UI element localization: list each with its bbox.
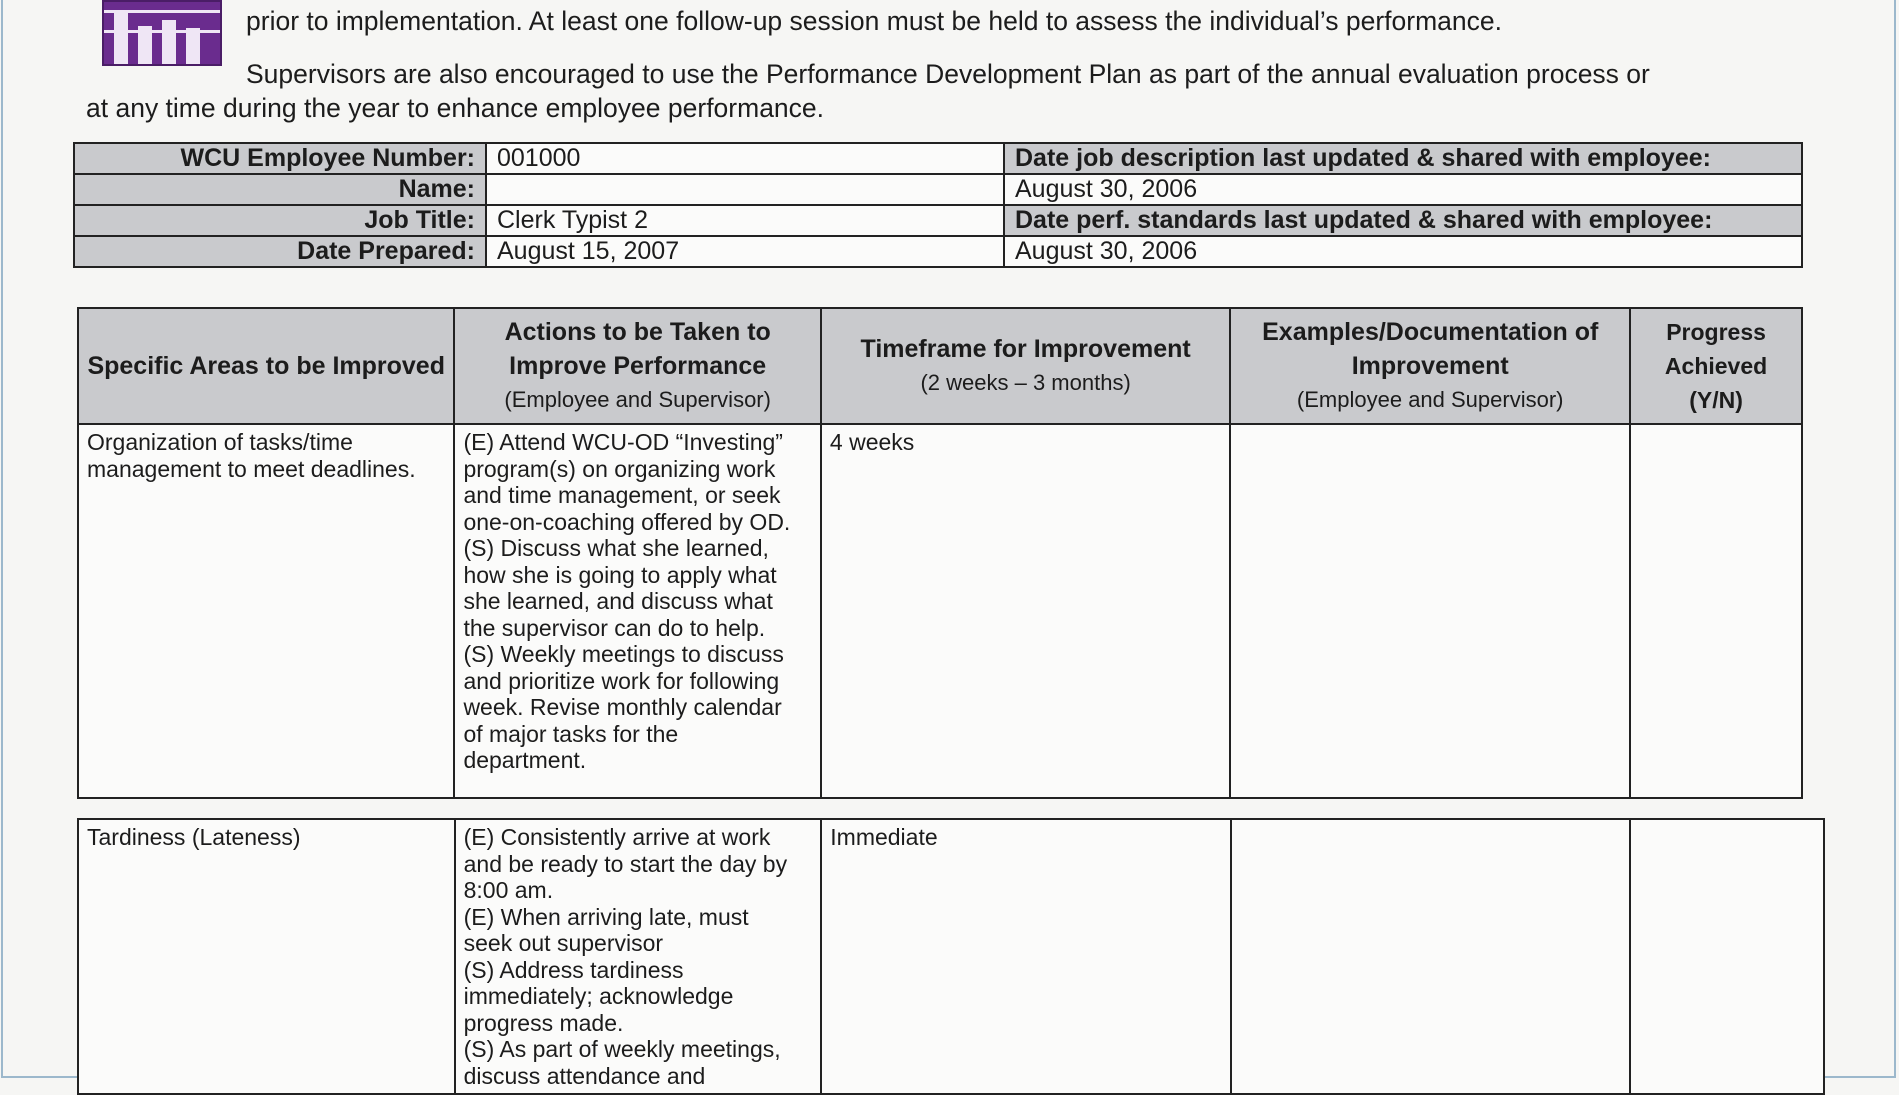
header-examples-sub: (Employee and Supervisor) [1296,387,1564,412]
header-progress-label: Progress Achieved (Y/N) [1664,319,1768,413]
name-value [486,174,1004,205]
university-logo [102,0,222,66]
plan-row-progress [1630,424,1802,798]
date-prepared-label: Date Prepared: [74,236,486,267]
job-description-date-label: Date job description last updated & shared with employee: [1004,143,1802,174]
employee-info-table [73,142,1803,268]
performance-standards-date-value: August 30, 2006 [1004,236,1802,267]
improvement-plan-table [77,307,1803,799]
intro-line-1: prior to implementation. At least one follow-up session must be held to assess the individual’s performance. [246,6,1502,36]
performance-standards-date-label: Date perf. standards last updated & shared with employee: [1004,205,1802,236]
header-progress [1630,308,1802,424]
header-actions [454,308,820,424]
header-examples-label: Examples/Documentation of Improvement [1262,318,1599,380]
improvement-plan-table-continued [77,818,1825,1095]
plan-row [78,819,1824,1094]
header-timeframe [821,308,1230,424]
plan-row-progress [1630,819,1824,1094]
plan-row-timeframe: 4 weeks [821,424,1230,798]
info-row [74,143,1802,174]
header-areas [78,308,454,424]
header-actions-label: Actions to be Taken to Improve Performance [504,318,771,380]
header-areas-label: Specific Areas to be Improved [87,352,445,380]
date-prepared-value: August 15, 2007 [486,236,1004,267]
info-row [74,205,1802,236]
plan-row-area: Organization of tasks/time management to meet deadlines. [78,424,454,798]
plan-header-row [78,308,1802,424]
plan-row-examples [1231,819,1630,1094]
plan-row-area: Tardiness (Lateness) [78,819,455,1094]
job-title-value: Clerk Typist 2 [486,205,1004,236]
plan-row-timeframe: Immediate [821,819,1231,1094]
name-label: Name: [74,174,486,205]
job-description-date-value: August 30, 2006 [1004,174,1802,205]
plan-row-actions: (E) Consistently arrive at work and be ready to start the day by 8:00 am. (E) When arriving late, must seek out supervisor (S) Address tardiness immediately; acknowledge progress made. (S) As part of weekly meetings, discuss attendance and [455,819,822,1094]
header-timeframe-sub: (2 weeks – 3 months) [920,370,1131,395]
header-actions-sub: (Employee and Supervisor) [504,387,771,412]
plan-row-examples [1230,424,1630,798]
info-row [74,174,1802,205]
intro-line-3: at any time during the year to enhance employee performance. [86,93,825,123]
plan-row-actions: (E) Attend WCU-OD “Investing” program(s) on organizing work and time management, or seek one-on-coaching offered by OD. (S) Discuss what she learned, how she is going to apply what she learned, and discuss what the supervisor can do to help. (S) Weekly meetings to discuss and prioritize work for following week. Revise monthly calendar of major tasks for the department. [454,424,820,798]
header-examples [1230,308,1630,424]
job-title-label: Job Title: [74,205,486,236]
employee-number-value: 001000 [486,143,1004,174]
header-timeframe-label: Timeframe for Improvement [860,335,1191,363]
plan-row [78,424,1802,798]
employee-number-label: WCU Employee Number: [74,143,486,174]
intro-line-2: Supervisors are also encouraged to use the Performance Development Plan as part of the annual evaluation process or [246,59,1650,89]
info-row [74,236,1802,267]
